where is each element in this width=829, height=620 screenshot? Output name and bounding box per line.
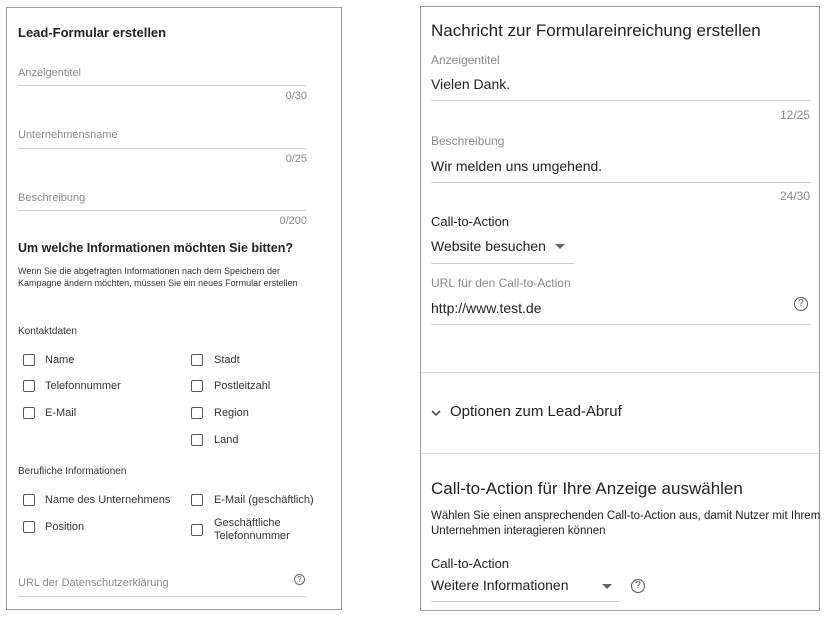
checkbox-box[interactable]	[191, 407, 203, 419]
company-name-placeholder: Unternehmensname	[18, 129, 118, 141]
checkbox-label: Region	[214, 407, 249, 419]
cta-underline	[431, 263, 575, 264]
checkbox-box[interactable]	[191, 524, 203, 536]
ad-cta-selected-value: Weitere Informationen	[431, 577, 569, 593]
headline-underline	[18, 85, 306, 86]
lead-form-panel	[6, 7, 342, 610]
checkbox-label: Land	[214, 434, 239, 446]
message-description-label: Beschreibung	[431, 134, 505, 148]
checkbox-label: E-Mail	[45, 407, 77, 419]
help-icon[interactable]: ?	[794, 297, 808, 311]
contact-section-label: Kontaktdaten	[18, 326, 77, 337]
privacy-url-placeholder: URL der Datenschutzerklärung	[18, 577, 169, 589]
ad-cta-description: Wählen Sie einen ansprechenden Call-to-Action aus, damit Nutzer mit Ihrem Unternehmen interagieren können	[431, 510, 821, 537]
chevron-down-icon	[602, 584, 612, 589]
ad-cta-label: Call-to-Action	[431, 556, 510, 571]
message-headline-underline	[431, 100, 811, 101]
question-heading: Um welche Informationen möchten Sie bitten?	[18, 241, 294, 255]
checkbox-label: E-Mail (geschäftlich)	[214, 494, 314, 506]
submission-title: Nachricht zur Formulareinreichung erstellen	[431, 21, 761, 40]
checkbox-box[interactable]	[191, 434, 203, 446]
checkbox-label: Position	[45, 521, 85, 533]
checkbox-box[interactable]	[191, 380, 203, 392]
headline-counter: 0/30	[285, 90, 307, 102]
chevron-down-icon	[555, 244, 565, 249]
checkbox-label: Postleitzahl	[214, 380, 271, 392]
lead-form-title: Lead-Formular erstellen	[18, 25, 167, 40]
checkbox-box[interactable]	[23, 521, 35, 533]
cta-url-underline	[431, 324, 811, 325]
checkbox-box[interactable]	[23, 407, 35, 419]
message-description-value: Wir melden uns umgehend.	[431, 158, 603, 174]
checkbox-box[interactable]	[23, 380, 35, 392]
cta-url-value: http://www.test.de	[431, 300, 542, 316]
help-icon[interactable]: ?	[631, 579, 645, 593]
description-placeholder: Beschreibung	[18, 192, 86, 204]
question-note: Wenn Sie die abgefragten Informationen nach dem Speichern der Kampagne ändern möchten, müssen Sie ein neues Formular erstellen	[18, 266, 298, 288]
checkbox-label: Name	[45, 354, 75, 366]
cta-selected-value: Website besuchen	[431, 238, 546, 254]
ad-cta-title: Call-to-Action für Ihre Anzeige auswählen	[431, 479, 743, 498]
description-underline	[18, 210, 306, 211]
message-headline-value: Vielen Dank.	[431, 76, 511, 92]
cta-label: Call-to-Action	[431, 214, 510, 229]
cta-url-label: URL für den Call-to-Action	[431, 276, 571, 290]
section-divider	[421, 453, 819, 454]
ad-cta-underline	[431, 601, 621, 602]
headline-placeholder: Anzeigentitel	[18, 67, 81, 79]
company-name-counter: 0/25	[285, 153, 307, 165]
chevron-down-icon	[430, 407, 442, 419]
privacy-url-underline	[18, 596, 306, 597]
business-section-label: Berufliche Informationen	[18, 466, 127, 477]
section-divider	[421, 372, 819, 373]
checkbox-box[interactable]	[23, 354, 35, 366]
checkbox-label: Stadt	[214, 354, 240, 366]
checkbox-label: Name des Unternehmens	[45, 494, 171, 506]
help-icon[interactable]: ?	[294, 574, 305, 585]
checkbox-box[interactable]	[23, 494, 35, 506]
description-counter: 0/200	[279, 215, 307, 227]
checkbox-label: Telefonnummer	[45, 380, 121, 392]
checkbox-box[interactable]	[191, 494, 203, 506]
message-headline-counter: 12/25	[779, 108, 810, 122]
checkbox-label: Geschäftliche Telefonnummer	[214, 517, 290, 542]
company-name-underline	[18, 148, 306, 149]
message-headline-label: Anzeigentitel	[431, 53, 500, 67]
submission-panel	[420, 6, 820, 611]
checkbox-box[interactable]	[191, 354, 203, 366]
message-description-underline	[431, 182, 811, 183]
lead-retrieval-label: Optionen zum Lead-Abruf	[450, 403, 622, 420]
message-description-counter: 24/30	[779, 189, 810, 203]
